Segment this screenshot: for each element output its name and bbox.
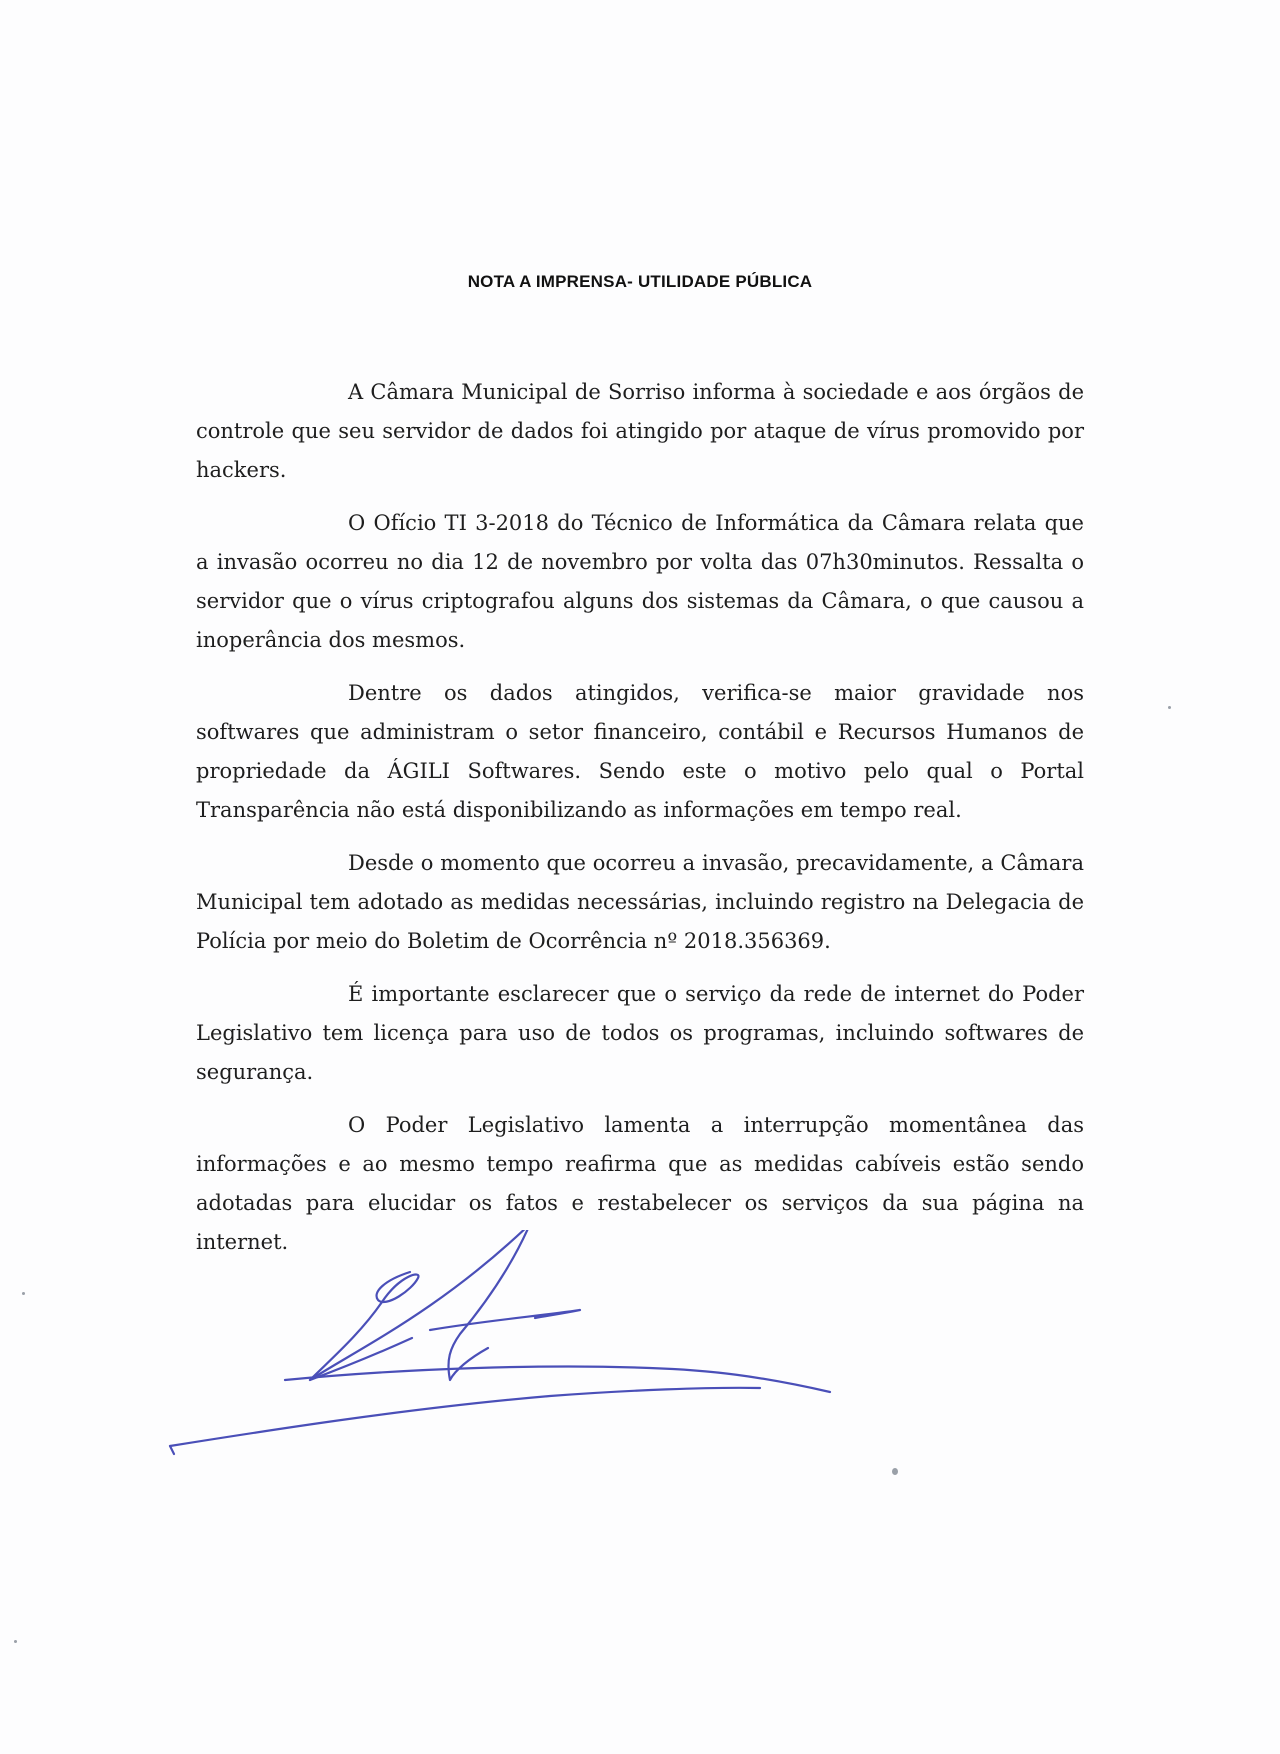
handwritten-signature	[150, 1230, 870, 1470]
signature-stroke-1	[310, 1272, 418, 1380]
paragraph-1: A Câmara Municipal de Sorriso informa à sociedade e aos órgãos de controle que seu servidor de dados foi atingido por ataque de vírus promovido por hackers.	[196, 380, 1084, 482]
signature-stroke-2	[310, 1230, 530, 1380]
paper-speck	[14, 1640, 17, 1643]
document-title: NOTA A IMPRENSA- UTILIDADE PÚBLICA	[467, 272, 813, 291]
signature-stroke-6	[170, 1446, 174, 1454]
paragraph-4: Desde o momento que ocorreu a invasão, precavidamente, a Câmara Municipal tem adotado as medidas necessárias, incluindo registro na Delegacia de Polícia por meio do Boletim de Ocorrência nº 2018.356369.	[196, 851, 1084, 953]
signature-stroke-3	[430, 1310, 580, 1330]
paper-speck	[22, 1292, 25, 1295]
paragraph-5: É importante esclarecer que o serviço da rede de internet do Poder Legislativo tem licença para uso de todos os programas, incluindo softwares de segurança.	[196, 982, 1084, 1084]
paragraph-6: O Poder Legislativo lamenta a interrupção momentânea das informações e ao mesmo tempo reafirma que as medidas cabíveis estão sendo adotadas para elucidar os fatos e restabelecer os serviços da sua página na internet.	[196, 1113, 1084, 1254]
paper-speck	[1168, 706, 1171, 709]
signature-stroke-5	[170, 1388, 760, 1446]
paragraph-3: Dentre os dados atingidos, verifica-se maior gravidade nos softwares que administram o setor financeiro, contábil e Recursos Humanos de propriedade da ÁGILI Softwares. Sendo este o motivo pelo qual o Portal Transparência não está disponibilizando as informações em tempo real.	[196, 681, 1084, 822]
paper-speck	[892, 1468, 898, 1475]
paragraph-2: O Ofício TI 3-2018 do Técnico de Informática da Câmara relata que a invasão ocorreu no dia 12 de novembro por volta das 07h30minutos. Ressalta o servidor que o vírus criptografou alguns dos sistemas da Câmara, o que causou a inoperância dos mesmos.	[196, 511, 1084, 652]
document-body	[196, 373, 1084, 1276]
